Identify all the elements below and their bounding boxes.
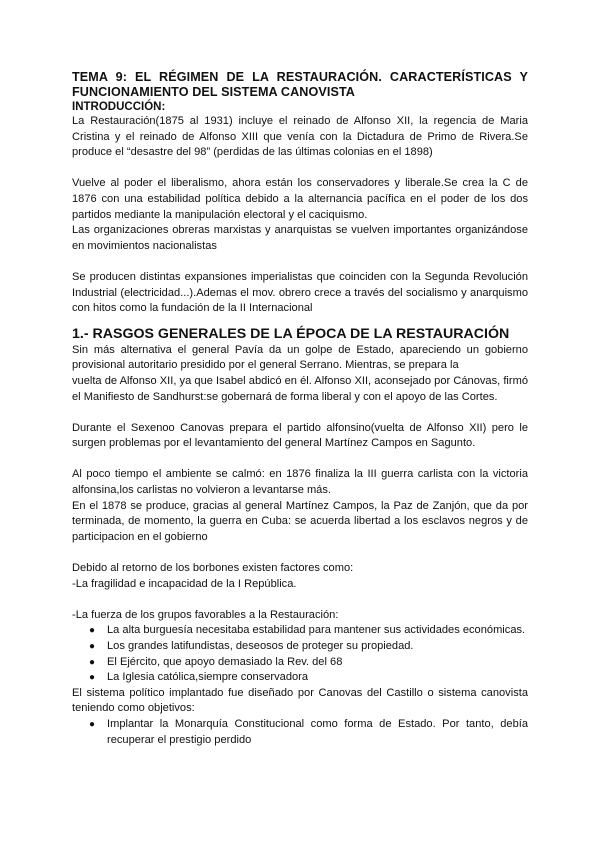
body-paragraph: -La fragilidad e incapacidad de la I República.	[72, 577, 297, 590]
spacer	[72, 161, 528, 177]
list-item	[72, 623, 528, 639]
list-item	[72, 717, 528, 748]
intro-paragraph: Las organizaciones obreras marxistas y anarquistas se vuelven importantes organizándose en movimientos nacionalistas	[72, 224, 528, 252]
body-paragraph: Durante el Sexenoo Canovas prepara el partido alfonsino(vuelta de Alfonso XII) pero le surgen problemas por el levantamiento del general Martínez Campos en Sagunto.	[72, 421, 528, 450]
spacer	[72, 405, 528, 421]
list-item-text: La alta burguesía necesitaba estabilidad para mantener sus actividades económicas.	[107, 624, 526, 637]
bullet-icon: ●	[89, 656, 96, 668]
spacer	[72, 545, 528, 561]
list-item-text: La Iglesia católica,siempre conservadora	[107, 671, 309, 684]
body-paragraph: Al poco tiempo el ambiente se calmó: en 1876 finaliza la III guerra carlista con la victoria alfonsina,los carlistas no volvieron a levantarse más.	[72, 468, 528, 497]
bullet-icon: ●	[89, 718, 96, 730]
intro-heading: INTRODUCCIÓN:	[72, 101, 166, 113]
body-paragraph: vuelta de Alfonso XII, ya que Isabel abdicó en él. Alfonso XII, aconsejado por Cánovas, firmó el Manifiesto de Sandhurst:se gobernará de forma liberal y con el apoyo de las Cortes.	[72, 374, 528, 403]
spacer	[72, 452, 528, 468]
spacer	[72, 254, 528, 270]
spacer	[72, 592, 528, 608]
body-paragraph: Debido al retorno de los borbones existen factores como:	[72, 562, 354, 575]
bullet-icon: ●	[89, 672, 96, 684]
list-item-text: Los grandes latifundistas, deseosos de proteger su propiedad.	[107, 640, 414, 652]
list-item-text: El Ejército, que apoyo demasiado la Rev. del 68	[107, 655, 343, 668]
body-paragraph: -La fuerza de los grupos favorables a la Restauración:	[72, 608, 339, 621]
list-item-text: Implantar la Monarquía Constitucional como forma de Estado. Por tanto, debía recuperar el prestigio perdido	[107, 717, 528, 746]
body-paragraph: En el 1878 se produce, gracias al general Martínez Campos, la Paz de Zanjón, que da por terminada, de momento, la guerra en Cuba: se acuerda libertad a los esclavos negros y de participacion en el gobierno	[72, 499, 528, 543]
list-item	[72, 639, 528, 655]
document-title: TEMA 9: EL RÉGIMEN DE LA RESTAURACIÓN. CARACTERÍSTICAS Y FUNCIONAMIENTO DEL SISTEMA CANOVISTA	[72, 70, 528, 99]
list-item	[72, 670, 528, 686]
body-paragraph: El sistema político implantado fue diseñado por Canovas del Castillo o sistema canovista teniendo como objetivos:	[72, 686, 528, 715]
objectives-list	[72, 717, 528, 748]
bullet-icon: ●	[89, 641, 96, 652]
intro-paragraph: Se producen distintas expansiones imperialistas que coinciden con la Segunda Revolución Industrial (electricidad...).Ademas el mov. obrero crece a través del socialismo y anarquismo con hitos como la fundación de la II Internacional	[72, 270, 528, 315]
bullet-icon: ●	[89, 625, 96, 637]
body-paragraph: Sin más alternativa el general Pavía da un golpe de Estado, apareciendo un gobierno provisional autoritario presidido por el general Serrano. Mientras, se prepara la	[72, 343, 528, 372]
section-heading: 1.- RASGOS GENERALES DE LA ÉPOCA DE LA RESTAURACIÓN	[72, 325, 510, 342]
intro-paragraph: Vuelve al poder el liberalismo, ahora están los conservadores y liberale.Se crea la C de 1876 con una estabilidad política debido a la alternancia pacífica en el poder de los dos partidos mediante la manipulación electoral y el caciquismo.	[72, 177, 528, 221]
factors-list	[72, 623, 528, 685]
list-item	[72, 655, 528, 671]
document-page	[72, 70, 528, 748]
intro-paragraph: La Restauración(1875 al 1931) incluye el reinado de Alfonso XII, la regencia de Maria Cristina y el reinado de Alfonso XIII que venía con la Dictadura de Primo de Rivera.Se produce el “desastre del 98” (perdidas de las últimas colonias en el 1898)	[72, 115, 528, 159]
